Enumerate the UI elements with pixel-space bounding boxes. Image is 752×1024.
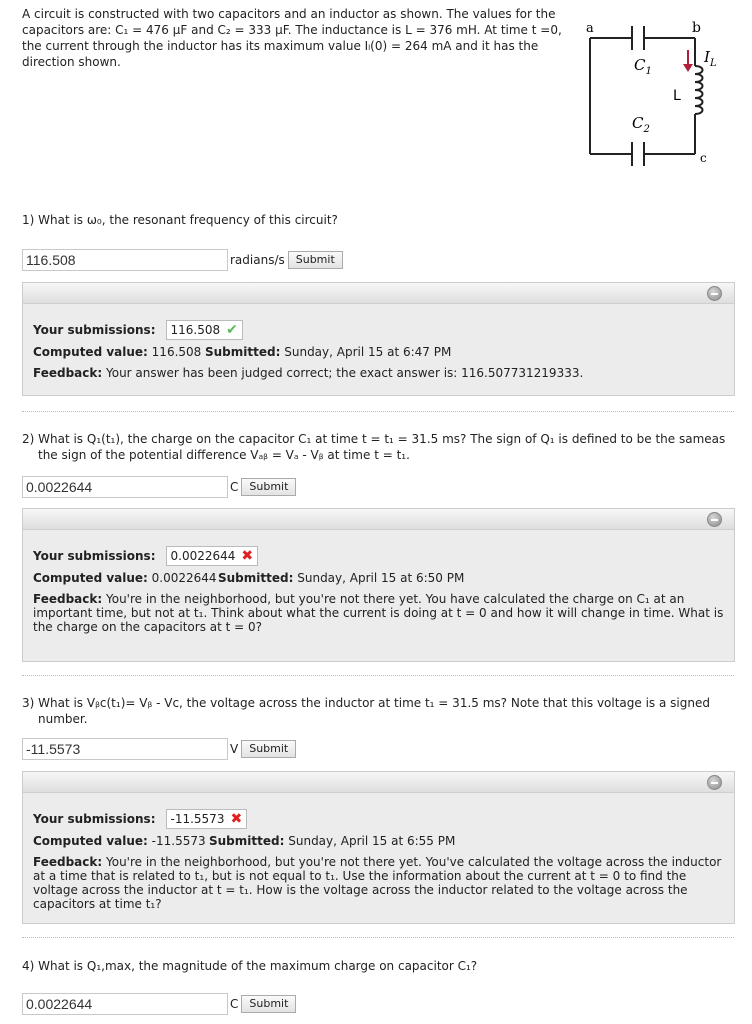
- node-label-c: c: [700, 151, 707, 165]
- question-4: 4) What is Q₁,max, the magnitude of the maximum charge on capacitor C₁?: [22, 959, 478, 973]
- collapse-icon[interactable]: [707, 286, 722, 301]
- question-2: 2) What is Q₁(t₁), the charge on the capacitor C₁ at time t = t₁ = 31.5 ms? The sign of Q₁ is defined to be the sameas the sign of the potential difference Vₐᵦ = Vₐ - Vᵦ at time t = t₁.: [22, 432, 726, 462]
- answer-row-4: [22, 993, 296, 1015]
- submissions-line-2: Your submissions: 0.0022644 ✖: [33, 546, 724, 566]
- label-c1: $C_1$: [634, 56, 652, 77]
- collapse-icon[interactable]: [707, 512, 722, 527]
- answer-input-3[interactable]: [22, 738, 228, 760]
- cross-icon: ✖: [230, 811, 243, 827]
- submission-value-2: 0.0022644 ✖: [166, 546, 259, 566]
- submission-value-3: -11.5573 ✖: [166, 809, 248, 829]
- check-icon: ✔: [226, 322, 238, 338]
- submit-button-4[interactable]: Submit: [241, 995, 296, 1013]
- answer-input-1[interactable]: [22, 249, 228, 271]
- submissions-line-1: Your submissions: 116.508 ✔: [33, 320, 724, 340]
- unit-label-2: C: [230, 480, 239, 494]
- answer-row-1: [22, 249, 343, 271]
- divider: [22, 675, 734, 676]
- unit-label-1: radians/s: [230, 253, 285, 267]
- submit-button-3[interactable]: Submit: [241, 740, 296, 758]
- submission-value-1: 116.508 ✔: [166, 320, 243, 340]
- answer-input-4[interactable]: [22, 993, 228, 1015]
- submit-button-1[interactable]: Submit: [288, 251, 343, 269]
- unit-label-3: V: [230, 742, 239, 756]
- divider: [22, 411, 734, 412]
- answer-input-2[interactable]: [22, 476, 228, 498]
- computed-line-3: Computed value: -11.5573 Submitted: Sunday, April 15 at 6:55 PM: [33, 834, 456, 848]
- unit-label-4: C: [230, 997, 239, 1011]
- feedback-text-2: Feedback: You're in the neighborhood, but you're not there yet. You have calculated the charge on C₁ at an important time, but not at t₁. Think about what the current is doing at t = 0 and how it will change in time. What is the charge on the capacitors at t = 0?: [33, 592, 724, 634]
- cross-icon: ✖: [241, 548, 254, 564]
- problem-statement: A circuit is constructed with two capacitors and an inductor as shown. The values for the capacitors are: C₁ = 476 μF and C₂ = 333 μF. The inductance is L = 376 mH. At time t =0, the current through the inductor has its maximum value Iₗ(0) = 264 mA and it has the direction shown.: [22, 7, 562, 69]
- submit-button-2[interactable]: Submit: [241, 478, 296, 496]
- feedback-panel-2: [22, 508, 735, 662]
- feedback-header-3: [23, 772, 734, 793]
- label-c2: $C_2$: [632, 114, 650, 135]
- feedback-panel-3: [22, 771, 735, 924]
- node-label-a: a: [586, 21, 594, 36]
- submissions-line-3: Your submissions: -11.5573 ✖: [33, 809, 724, 829]
- current-arrow: [683, 50, 693, 72]
- answer-row-3: [22, 738, 296, 760]
- circuit-diagram: [580, 14, 740, 172]
- answer-row-2: [22, 476, 296, 498]
- question-3: 3) What is Vᵦc(t₁)= Vᵦ - Vc, the voltage across the inductor at time t₁ = 31.5 ms? Note that this voltage is a signed number.: [22, 696, 710, 726]
- computed-line-1: Computed value: 116.508 Submitted: Sunday, April 15 at 6:47 PM: [33, 345, 452, 359]
- node-label-b: b: [692, 20, 701, 36]
- divider: [22, 937, 734, 938]
- question-1: 1) What is ω₀, the resonant frequency of this circuit?: [22, 213, 338, 227]
- feedback-header-2: [23, 509, 734, 530]
- label-inductor: L: [673, 88, 681, 104]
- feedback-text-3: Feedback: You're in the neighborhood, but you're not there yet. You've calculated the voltage across the inductor at a time that is related to t₁, but is not equal to t₁. Use the information about the current at t = 0 to find the voltage across the inductor at t = t₁. How is the voltage across the inductor related to the voltage across the capacitors at time t₁?: [33, 855, 722, 911]
- computed-line-2: Computed value: 0.0022644 Submitted: Sunday, April 15 at 6:50 PM: [33, 571, 465, 585]
- feedback-panel-1: [22, 282, 735, 396]
- label-current: $I_L$: [704, 48, 717, 69]
- feedback-text-1: Feedback: Your answer has been judged correct; the exact answer is: 116.507731219333.: [33, 366, 584, 380]
- feedback-header-1: [23, 283, 734, 304]
- collapse-icon[interactable]: [707, 775, 722, 790]
